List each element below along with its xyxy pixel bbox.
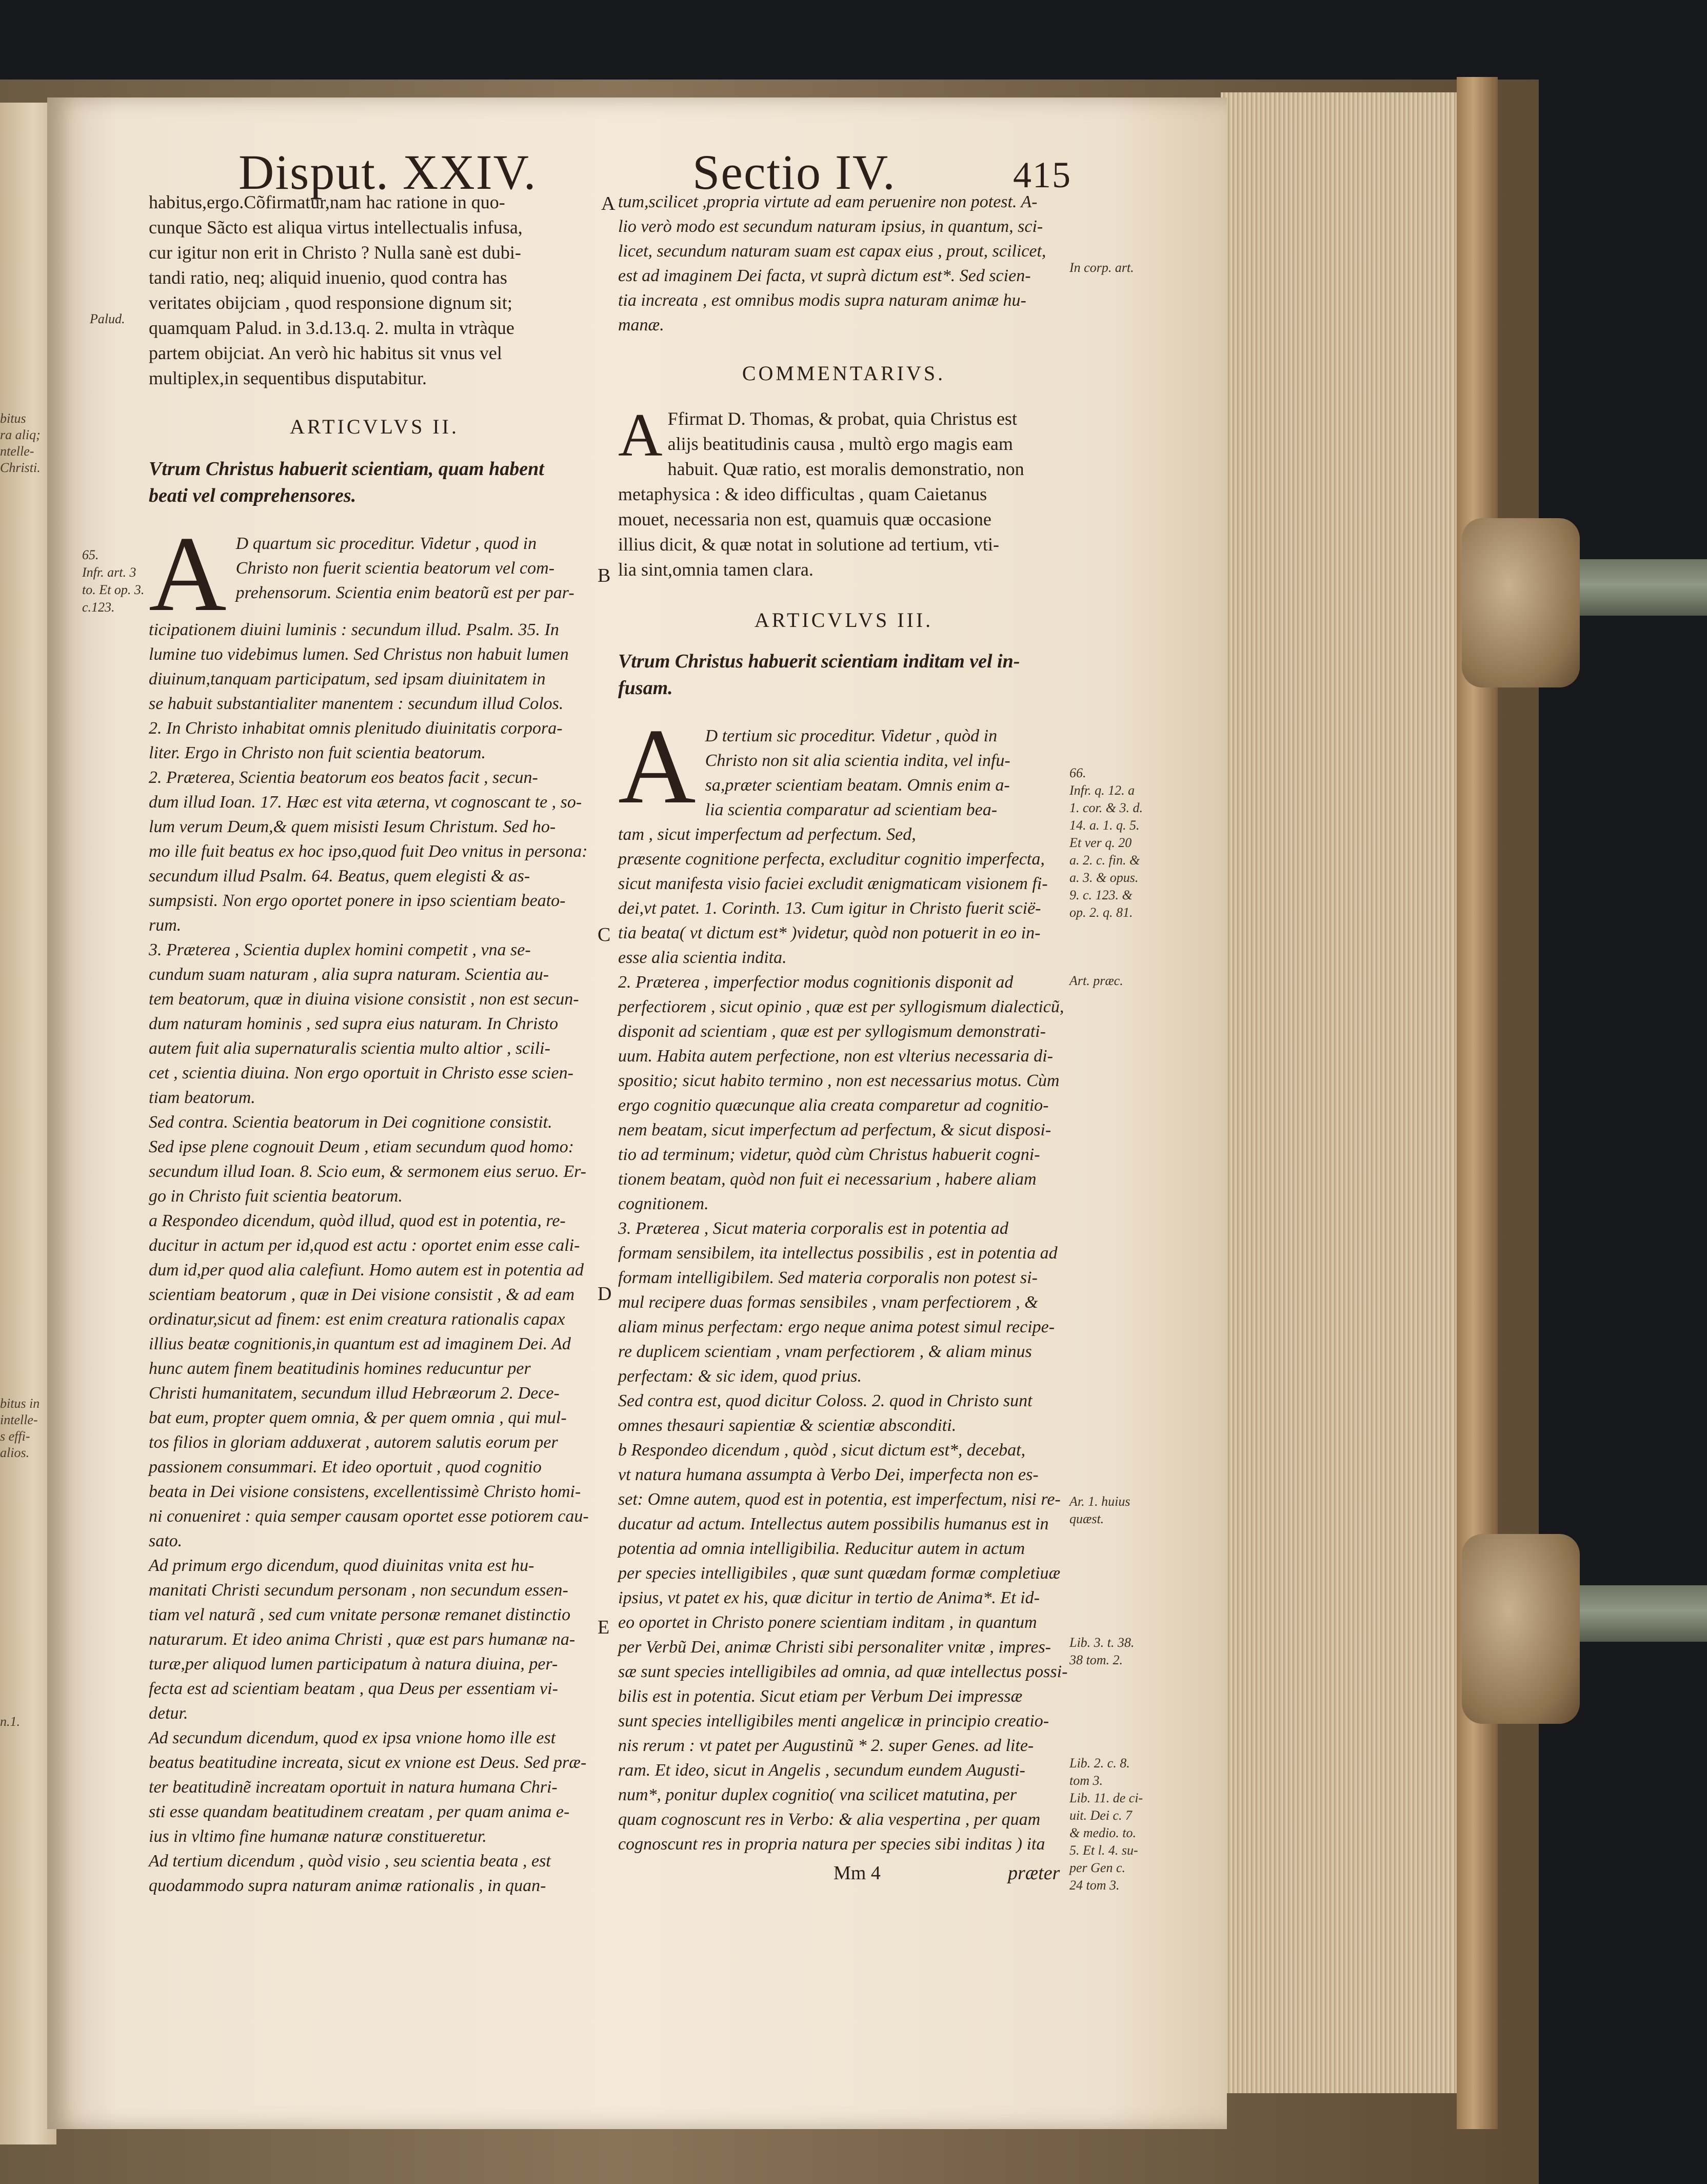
margin-note-lib2 xyxy=(1069,1755,1143,1894)
title-line: fusam. xyxy=(618,677,673,699)
margin-line: 66. xyxy=(1069,765,1086,780)
text-line: præsente cognitione perfecta, excluditur cognitio imperfecta, xyxy=(618,850,1045,869)
margin-line: 1. cor. & 3. d. xyxy=(1069,800,1143,815)
clasp-catch xyxy=(1462,518,1580,687)
commentary-body xyxy=(618,401,1069,582)
text-line: sæ sunt species intelligibiles ad omnia, ad quæ intellectus possi- xyxy=(618,1662,1068,1681)
text-line: illius beatæ cognitionis,in quantum est ad imaginem Dei. Ad xyxy=(149,1334,571,1353)
text-line: beata in Dei visione consistens, excellentissimè Christo homi- xyxy=(149,1482,581,1501)
page-footer xyxy=(618,1862,1069,1887)
text-line: 2. Præterea, Scientia beatorum eos beatos facit , secun- xyxy=(149,768,538,787)
running-head-section: Sectio IV. xyxy=(692,145,896,200)
text-line: cunque Sãcto est aliqua virtus intellectualis infusa, xyxy=(149,217,523,238)
text-line: partem obijciat. An verò hic habitus sit vnus vel xyxy=(149,343,502,363)
text-line: ordinatur,sicut ad finem: est enim creatura rationalis capax xyxy=(149,1310,565,1329)
text-line: detur. xyxy=(149,1704,188,1723)
text-line: formam sensibilem, ita intellectus possibilis , est in potentia ad xyxy=(618,1244,1058,1263)
text-line: sti esse quandam beatitudinem creatam , per quam anima e- xyxy=(149,1802,570,1821)
text-line: Christo non fuerit scientia beatorum vel com- xyxy=(235,559,555,578)
margin-line: 14. a. 1. q. 5. xyxy=(1069,818,1140,833)
text-line: diuinum,tanquam participatum, sed ipsam diuinitatem in xyxy=(149,670,546,688)
text-line: tandi ratio, neq; aliquid inuenio, quod contra has xyxy=(149,267,507,288)
text-line: metaphysica : & ideo difficultas , quam Caietanus xyxy=(618,484,987,504)
margin-line: 38 tom. 2. xyxy=(1069,1652,1123,1667)
text-line: tam , sicut imperfectum ad perfectum. Sed, xyxy=(618,825,916,844)
text-line: formam intelligibilem. Sed materia corporalis non potest si- xyxy=(618,1268,1038,1287)
page-number: 415 xyxy=(1013,154,1071,195)
text-line: lia sint,omnia tamen clara. xyxy=(618,559,813,580)
margin-line: quæst. xyxy=(1069,1511,1104,1526)
running-head-disputation: Disput. XXIV. xyxy=(239,145,537,200)
text-line: Sed ipse plene cognouit Deum , etiam secundum quod homo: xyxy=(149,1137,574,1156)
text-line: habuit. Quæ ratio, est moralis demonstratio, non xyxy=(667,459,1024,479)
text-line: habitus,ergo.Cõfirmatur,nam hac ratione in quo- xyxy=(149,192,505,212)
facing-page-fragment: bitus ra aliq; ntelle- Christi. xyxy=(0,411,41,475)
text-line: lio verò modo est secundum naturam ipsius, in quantum, sci- xyxy=(618,217,1043,236)
text-line: go in Christo fuit scientia beatorum. xyxy=(149,1187,403,1206)
question-title xyxy=(149,456,600,509)
drop-capital: A xyxy=(149,515,227,634)
text-line: 3. Præterea , Sicut materia corporalis est in potentia ad xyxy=(618,1219,1008,1238)
margin-line: 24 tom 3. xyxy=(1069,1878,1120,1893)
text-line: dum naturam hominis , sed supra eius naturam. In Christo xyxy=(149,1014,559,1033)
text-line: mo ille fuit beatus ex hoc ipso,quod fuit Deo vnitus in persona: xyxy=(149,842,588,861)
text-line: Sed contra. Scientia beatorum in Dei cognitione consistit. xyxy=(149,1113,552,1132)
text-line: Ad primum ergo dicendum, quod diuinitas vnita est hu- xyxy=(149,1556,534,1575)
margin-line: tom 3. xyxy=(1069,1773,1103,1788)
side-letter-e: E xyxy=(598,1617,610,1638)
drop-capital: A xyxy=(618,401,663,469)
text-line: secundum illud Ioan. 8. Scio eum, & sermonem eius seruo. Er- xyxy=(149,1162,586,1181)
margin-line: c.123. xyxy=(82,600,115,615)
text-line: eo oportet in Christo ponere scientiam inditam , in quantum xyxy=(618,1613,1037,1632)
facing-page-fragment: n.1. xyxy=(0,1714,20,1729)
title-line: Vtrum Christus habuerit scientiam inditam vel in- xyxy=(618,651,1020,672)
text-line: ter beatitudinẽ increatam oportuit in natura humana Chri- xyxy=(149,1778,558,1797)
text-line: per Verbũ Dei, animæ Christi sibi personaliter vnitæ , impres- xyxy=(618,1638,1051,1657)
side-letter-c: C xyxy=(598,924,611,946)
text-line: nis rerum : vt patet per Augustinũ * 2. super Genes. ad lite- xyxy=(618,1736,1034,1755)
text-line: tio ad terminum; videtur, quòd cùm Christus habuerit cogni- xyxy=(618,1145,1040,1164)
right-column xyxy=(618,190,1069,1887)
text-line: licet, secundum naturam suam est capax eius , prout, scilicet, xyxy=(618,242,1046,261)
text-line: illius dicit, & quæ notat in solutione ad tertium, vti- xyxy=(618,534,999,555)
text-line: quam cognoscunt res in Verbo: & alia vespertina , per quam xyxy=(618,1810,1041,1829)
text-line: re duplicem scientiam , vnam perfectiorem , & aliam minus xyxy=(618,1342,1032,1361)
text-line: quodammodo supra naturam animæ rationalis , in quan- xyxy=(149,1876,546,1895)
margin-line: & medio. to. xyxy=(1069,1825,1136,1840)
margin-line: 9. c. 123. & xyxy=(1069,888,1133,902)
margin-line: uit. Dei c. 7 xyxy=(1069,1808,1133,1823)
text-line: ipsius, vt patet ex his, quæ dicitur in tertio de Anima*. Et id- xyxy=(618,1588,1040,1607)
cover-edge xyxy=(1457,77,1498,2129)
margin-line: 5. Et l. 4. su- xyxy=(1069,1843,1138,1858)
margin-note-in-corp: In corp. art. xyxy=(1069,260,1134,275)
margin-line: a. 3. & opus. xyxy=(1069,870,1139,885)
text-line: tum,scilicet ,propria virtute ad eam peruenire non potest. A- xyxy=(618,192,1038,211)
text-line: liter. Ergo in Christo non fuit scientia beatorum. xyxy=(149,743,486,762)
text-line: lia scientia comparatur ad scientiam bea- xyxy=(705,800,998,819)
text-line: perfectam: & sic idem, quod prius. xyxy=(618,1367,862,1386)
text-line: passionem consummari. Et ideo oportuit , quod cognitio xyxy=(149,1458,542,1477)
intro-text xyxy=(618,190,1069,338)
question-title xyxy=(618,648,1069,701)
text-line: b Respondeo dicendum , quòd , sicut dictum est*, decebat, xyxy=(618,1441,1026,1460)
text-line: cognitionem. xyxy=(618,1194,709,1213)
text-line: uum. Habita autem perfectione, non est vlterius necessaria di- xyxy=(618,1047,1053,1066)
text-line: cundum suam naturam , alia supra naturam. Scientia au- xyxy=(149,965,549,984)
margin-note-art-praec: Art. præc. xyxy=(1069,973,1123,988)
text-line: a Respondeo dicendum, quòd illud, quod est in potentia, re- xyxy=(149,1211,566,1230)
text-line: bat eum, propter quem omnia, & per quem omnia , qui mul- xyxy=(149,1408,567,1427)
text-line: cur igitur non erit in Christo ? Nulla sanè est dubi- xyxy=(149,242,521,263)
text-line: bilis est in potentia. Sicut etiam per Verbum Dei impressæ xyxy=(618,1687,1023,1706)
text-line: Christo non sit alia scientia indita, vel infu- xyxy=(705,751,1010,770)
margin-line: Lib. 11. de ci- xyxy=(1069,1791,1143,1805)
text-line: veritates obijciam , quod responsione dignum sit; xyxy=(149,292,512,313)
margin-line: Infr. q. 12. a xyxy=(1069,783,1135,798)
text-line: sumpsisti. Non ergo oportet ponere in ipso scientiam beato- xyxy=(149,891,566,910)
text-line: ticipationem diuini luminis : secundum illud. Psalm. 35. In xyxy=(149,620,559,639)
text-line: D quartum sic proceditur. Videtur , quod in xyxy=(235,534,537,553)
article-body xyxy=(149,515,600,1898)
drop-capital: A xyxy=(618,707,696,826)
text-line: tem beatorum, quæ in diuina visione consistit , non est secun- xyxy=(149,990,579,1009)
text-line: cet , scientia diuina. Non ergo oportuit in Christo esse scien- xyxy=(149,1064,573,1083)
text-line: secundum illud Psalm. 64. Beatus, quem elegisti & as- xyxy=(149,867,530,886)
intro-text xyxy=(149,190,600,391)
text-line: manitati Christi secundum personam , non secundum essen- xyxy=(149,1581,568,1600)
text-line: tiam vel naturã , sed cum vnitate personæ remanet distinctio xyxy=(149,1605,571,1624)
text-line: num*, ponitur duplex cognitio( vna scilicet matutina, per xyxy=(618,1785,1017,1804)
text-line: 2. Præterea , imperfectior modus cognitionis disponit ad xyxy=(618,973,1014,992)
text-line: ni conueniret : quia semper causam oportet esse potiorem cau- xyxy=(149,1507,589,1526)
text-line: aliam minus perfectam: ergo neque anima potest simul recipe- xyxy=(618,1317,1055,1336)
text-line: est ad imaginem Dei facta, vt suprà dictum est*. Sed scien- xyxy=(618,266,1031,285)
text-line: mouet, necessaria non est, quamuis quæ occasione xyxy=(618,509,991,529)
margin-line: a. 2. c. fin. & xyxy=(1069,853,1140,868)
article-body xyxy=(618,707,1069,1857)
text-line: sunt species intelligibiles menti angelicæ in principio creatio- xyxy=(618,1711,1049,1730)
text-line: dum id,per quod alia calefiunt. Homo autem est in potentia ad xyxy=(149,1261,584,1280)
article-heading: ARTICVLVS III. xyxy=(754,608,934,632)
margin-line: 65. xyxy=(82,547,99,562)
text-line: sa,præter scientiam beatam. Omnis enim a- xyxy=(705,776,1010,795)
text-line: per species intelligibiles , quæ sunt quædam formæ completiuæ xyxy=(618,1564,1061,1583)
text-line: set: Omne autem, quod est in potentia, est imperfectum, nisi re- xyxy=(618,1490,1061,1509)
margin-line: per Gen c. xyxy=(1069,1860,1126,1875)
clasp-catch xyxy=(1462,1534,1580,1724)
margin-line: Et ver q. 20 xyxy=(1069,835,1132,850)
text-line: ius in vltimo fine humanæ naturæ constitueretur. xyxy=(149,1827,487,1846)
text-line: D tertium sic proceditur. Videtur , quòd in xyxy=(705,726,998,745)
text-line: esse alia scientia indita. xyxy=(618,948,787,967)
commentary-heading: COMMENTARIVS. xyxy=(742,362,946,385)
left-column xyxy=(149,190,600,1898)
text-line: prehensorum. Scientia enim beatorũ est per par- xyxy=(235,583,574,602)
text-line: perfectiorem , sicut opinio , quæ est per syllogismum dialecticũ, xyxy=(618,997,1064,1016)
text-line: scientiam beatorum , quæ in Dei visione consistit , & ad eam xyxy=(149,1285,575,1304)
text-line: spositio; sicut habito termino , non est necessarius motus. Cùm xyxy=(618,1071,1060,1090)
margin-line: Lib. 2. c. 8. xyxy=(1069,1756,1130,1770)
text-line: beatus beatitudine increata, sicut ex vnione est Deus. Sed præ- xyxy=(149,1753,587,1772)
margin-note-65 xyxy=(82,546,144,616)
text-line: lumine tuo videbimus lumen. Sed Christus non habuit lumen xyxy=(149,645,569,664)
margin-note-palud: Palud. xyxy=(90,311,125,326)
title-line: beati vel comprehensores. xyxy=(149,485,356,506)
text-line: tionem beatam, quòd non fuit ei necessarium , habere aliam xyxy=(618,1170,1037,1189)
margin-line: Infr. art. 3 xyxy=(82,565,136,580)
text-line: ducatur ad actum. Intellectus autem possibilis humanus est in xyxy=(618,1514,1049,1533)
text-line: manæ. xyxy=(618,316,664,335)
margin-note-art1 xyxy=(1069,1493,1130,1528)
facing-page-fragment: bitus in intelle- s effi- alios. xyxy=(0,1396,40,1460)
margin-line: to. Et op. 3. xyxy=(82,582,145,597)
text-line: dum illud Ioan. 17. Hæc est vita æterna, vt cognoscant te , so- xyxy=(149,793,582,812)
margin-line: op. 2. q. 81. xyxy=(1069,905,1133,920)
text-line: ergo cognitio quæcunque alia creata comparetur ad cognitio- xyxy=(618,1096,1049,1115)
text-line: Ad tertium dicendum , quòd visio , seu scientia beata , est xyxy=(149,1852,551,1871)
side-letter-a: A xyxy=(601,193,616,214)
text-line: dei,vt patet. 1. Corinth. 13. Cum igitur in Christo fuerit scië- xyxy=(618,899,1041,918)
text-line: cognoscunt res in propria natura per species sibi inditas ) ita xyxy=(618,1835,1045,1854)
text-line: mul recipere duas formas sensibiles , vnam perfectiorem , & xyxy=(618,1293,1038,1312)
text-line: Ad secundum dicendum, quod ex ipsa vnione homo ille est xyxy=(149,1728,556,1747)
text-line: ducitur in actum per id,quod est actu : oportet enim esse cali- xyxy=(149,1236,580,1255)
text-line: omnes thesauri sapientiæ & scientiæ absconditi. xyxy=(618,1416,957,1435)
text-line: multiplex,in sequentibus disputabitur. xyxy=(149,368,427,388)
text-line: se habuit substantialiter manentem : secundum illud Colos. xyxy=(149,694,564,713)
margin-line: Ar. 1. huius xyxy=(1069,1494,1130,1509)
text-line: 3. Præterea , Scientia duplex homini competit , vna se- xyxy=(149,940,531,959)
text-line: nem beatam, sicut imperfectum ad perfectum, & sicut disposi- xyxy=(618,1120,1051,1139)
text-line: hunc autem finem beatitudinis homines reducuntur per xyxy=(149,1359,531,1378)
margin-note-lib3 xyxy=(1069,1634,1134,1669)
text-line: lum verum Deum,& quem misisti Iesum Christum. Sed ho- xyxy=(149,817,556,836)
text-line: tia beata( vt dictum est* )videtur, quòd non potuerit in eo in- xyxy=(618,923,1041,942)
title-line: Vtrum Christus habuerit scientiam, quam habent xyxy=(149,458,544,480)
text-line: tiam beatorum. xyxy=(149,1088,255,1107)
text-line: tia increata , est omnibus modis supra naturam animæ hu- xyxy=(618,291,1026,310)
text-line: Christi humanitatem, secundum illud Hebræorum 2. Dece- xyxy=(149,1384,560,1403)
text-line: ram. Et ideo, sicut in Angelis , secundum eundem Augusti- xyxy=(618,1761,1025,1780)
text-line: tos filios in gloriam adduxerat , autorem salutis eorum per xyxy=(149,1433,558,1452)
side-letter-b: B xyxy=(598,565,611,586)
text-line: quamquam Palud. in 3.d.13.q. 2. multa in vtràque xyxy=(149,318,514,338)
side-letter-d: D xyxy=(598,1283,612,1305)
text-line: sicut manifesta visio faciei excludit ænigmaticam visionem fi- xyxy=(618,874,1048,893)
text-line: autem fuit alia supernaturalis scientia multo altior , scili- xyxy=(149,1039,550,1058)
text-line: potentia ad omnia intelligibilia. Reducitur autem in actum xyxy=(618,1539,1025,1558)
text-line: 2. In Christo inhabitat omnis plenitudo diuinitatis corpora- xyxy=(149,719,563,738)
signature-mark: Mm 4 xyxy=(833,1862,881,1884)
text-line: turæ,per aliquod lumen participatum à natura diuina, per- xyxy=(149,1655,558,1674)
margin-note-66 xyxy=(1069,764,1143,921)
text-line: rum. xyxy=(149,916,182,935)
text-line: sato. xyxy=(149,1531,183,1550)
text-line: Ffirmat D. Thomas, & probat, quia Christus est xyxy=(667,408,1017,429)
catchword: præter xyxy=(1008,1862,1060,1884)
text-line: disponit ad scientiam , quæ est per syllogismum demonstrati- xyxy=(618,1022,1046,1041)
text-line: Sed contra est, quod dicitur Coloss. 2. quod in Christo sunt xyxy=(618,1391,1033,1410)
text-line: vt natura humana assumpta à Verbo Dei, imperfecta non es- xyxy=(618,1465,1039,1484)
text-line: alijs beatitudinis causa , multò ergo magis eam xyxy=(667,434,1013,454)
margin-line: Lib. 3. t. 38. xyxy=(1069,1635,1135,1650)
article-heading: ARTICVLVS II. xyxy=(289,415,460,438)
text-line: fecta est ad scientiam beatam , qua Deus per essentiam vi- xyxy=(149,1679,558,1698)
text-line: naturarum. Et ideo anima Christi , quæ est pars humanæ na- xyxy=(149,1630,575,1649)
page-block-edges xyxy=(1221,92,1478,2093)
